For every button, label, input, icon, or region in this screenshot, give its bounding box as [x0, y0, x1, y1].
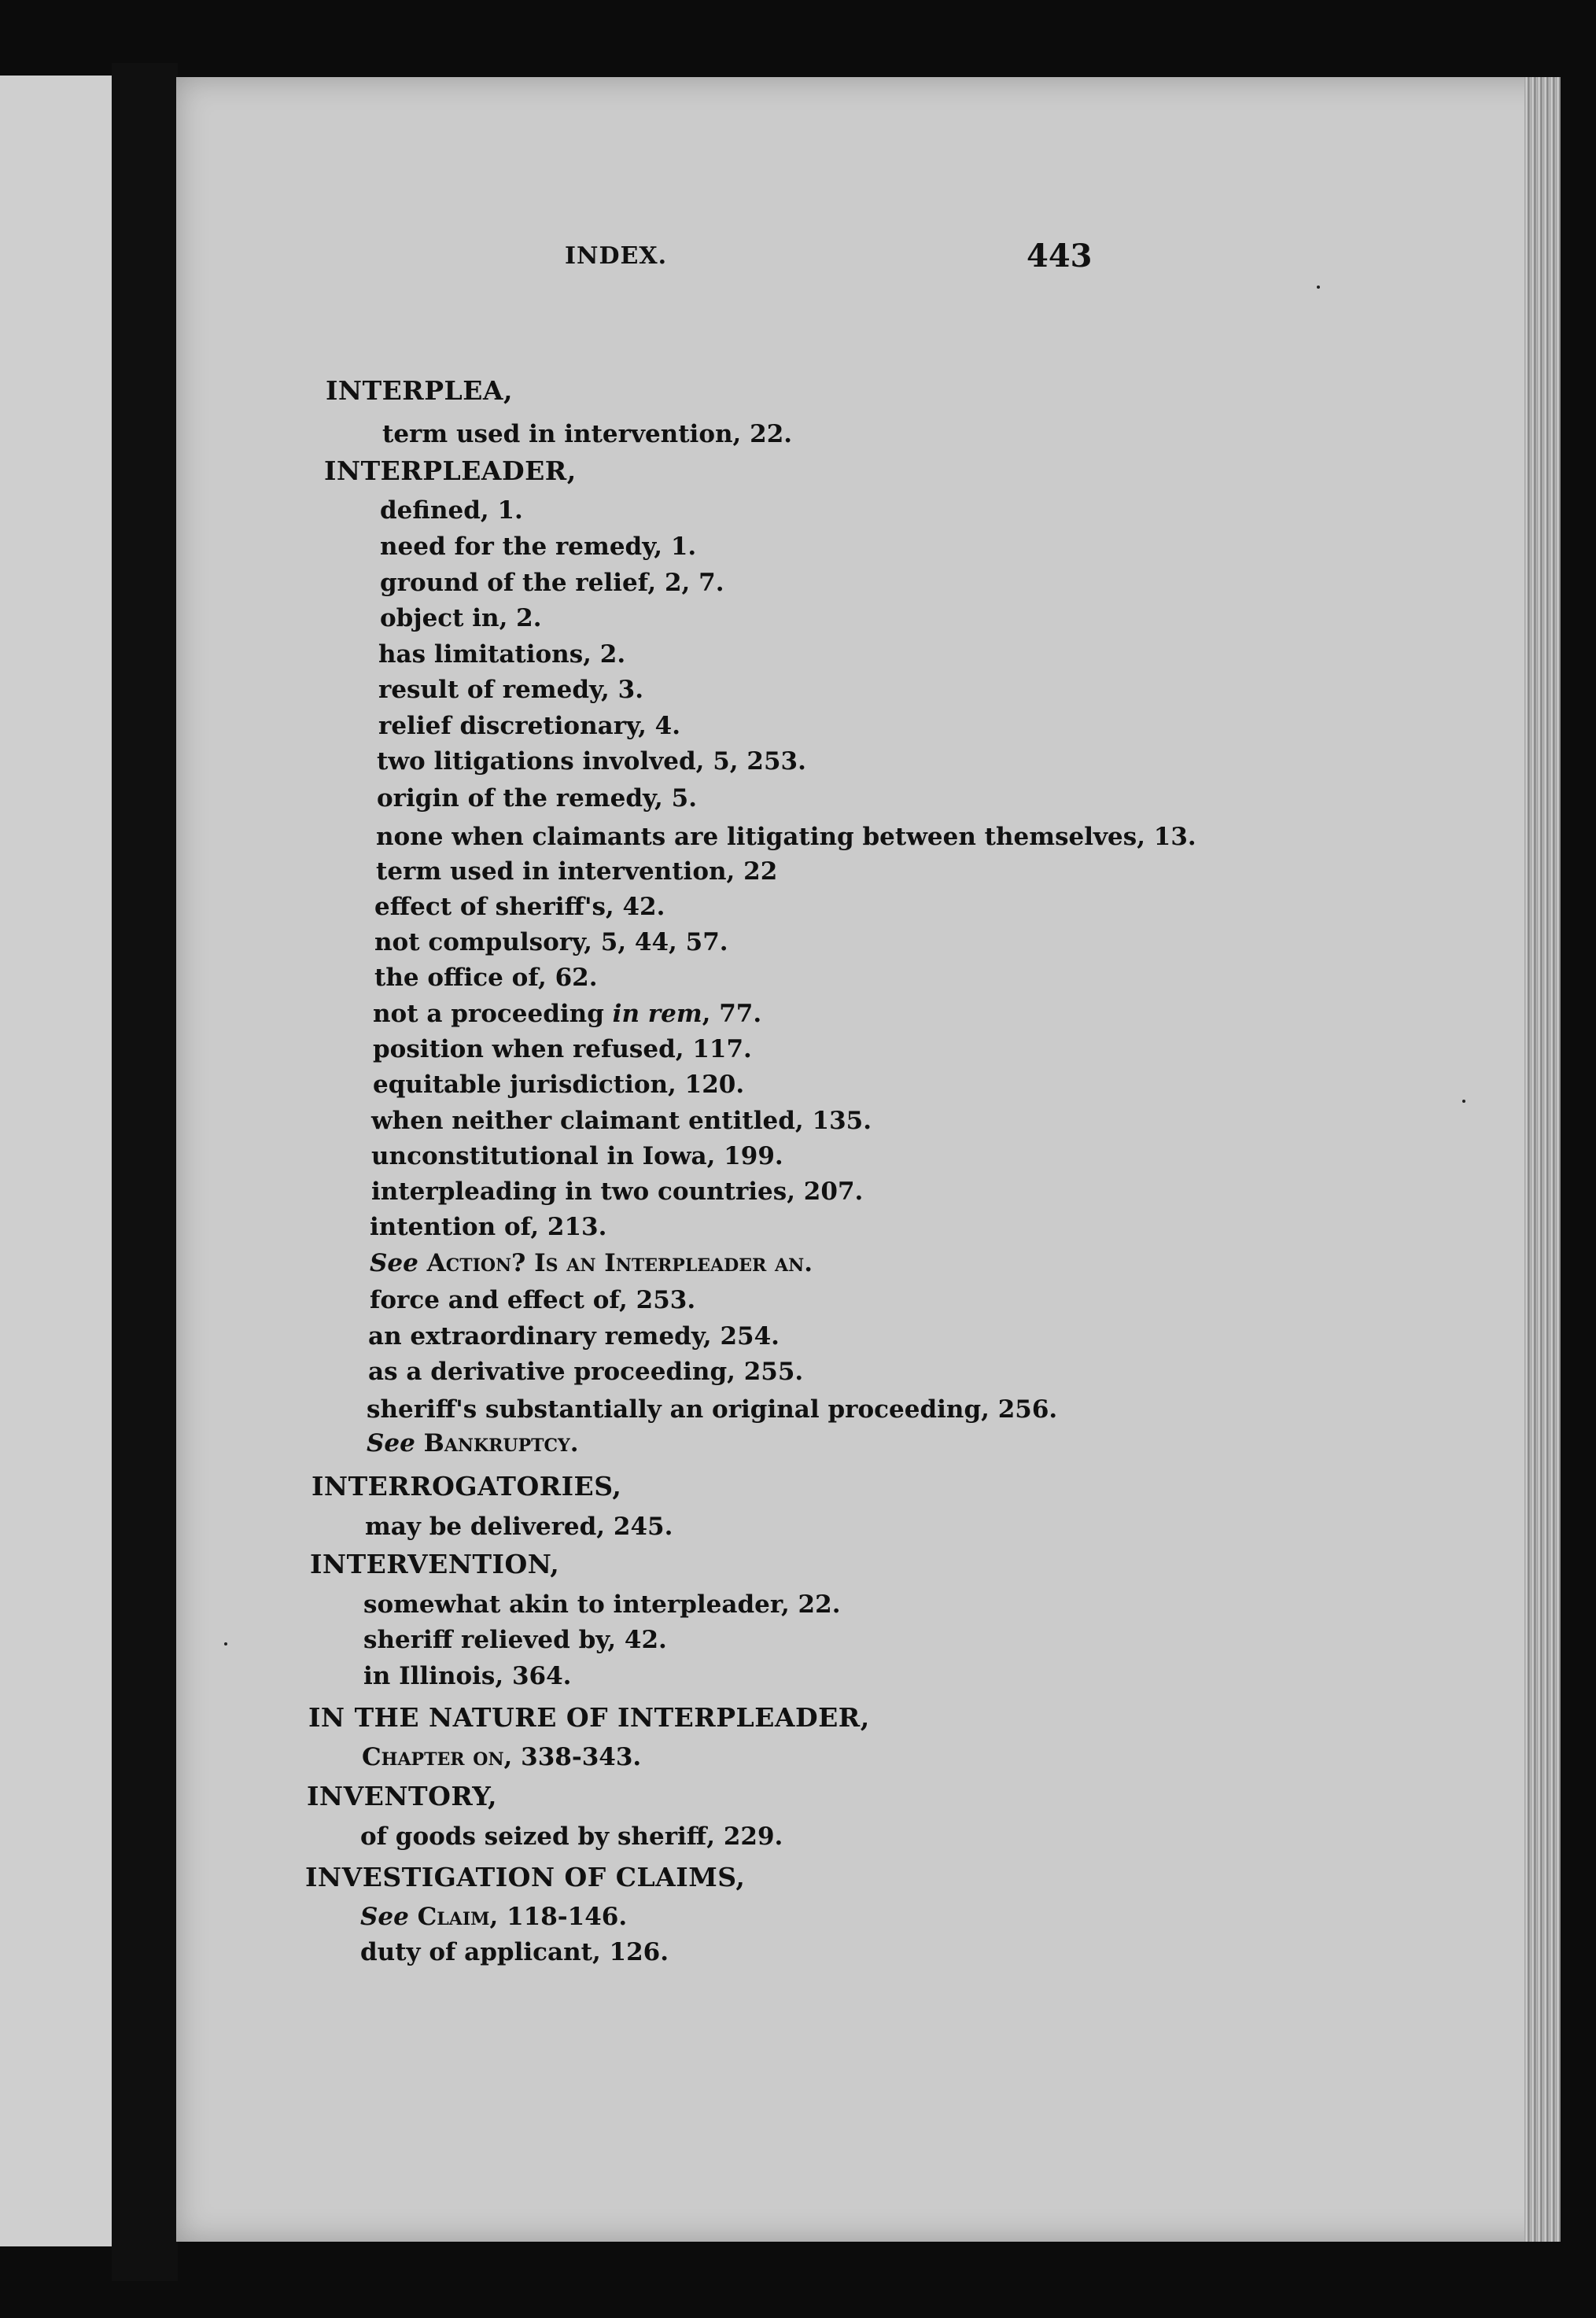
- index-heading: INTERPLEA,: [326, 375, 513, 406]
- see-marker: See: [360, 1903, 409, 1931]
- index-subentry: ground of the relief, 2, 7.: [380, 569, 724, 597]
- index-subentry: somewhat akin to interpleader, 22.: [363, 1590, 841, 1619]
- index-cross-reference: [367, 1429, 579, 1458]
- running-header: INDEX.: [565, 242, 668, 270]
- index-subentry: intention of, 213.: [370, 1213, 607, 1241]
- index-subentry: when neither claimant entitled, 135.: [371, 1107, 872, 1135]
- index-subentry: has limitations, 2.: [378, 640, 626, 669]
- index-subentry: in Illinois, 364.: [363, 1662, 572, 1690]
- index-subentry: as a derivative proceeding, 255.: [368, 1358, 804, 1386]
- index-subentry: origin of the remedy, 5.: [377, 784, 697, 813]
- entry-text: , 77.: [702, 1000, 762, 1028]
- book-gutter: [112, 63, 178, 2281]
- reference-target: Bankruptcy.: [415, 1429, 579, 1458]
- index-subentry: object in, 2.: [380, 604, 542, 632]
- index-subentry: sheriff relieved by, 42.: [363, 1626, 667, 1654]
- index-heading: INTERPLEADER,: [324, 455, 577, 486]
- index-subentry: term used in intervention, 22: [376, 857, 778, 886]
- scan-speck: [224, 1642, 227, 1645]
- index-subentry: defined, 1.: [380, 496, 523, 525]
- page-number: 443: [1027, 238, 1093, 275]
- index-subentry: unconstitutional in Iowa, 199.: [371, 1142, 783, 1170]
- index-subentry: result of remedy, 3.: [378, 676, 643, 704]
- latin-term: in rem: [612, 1000, 702, 1028]
- index-subentry: sheriff's substantially an original proceeding, 256.: [367, 1395, 1058, 1424]
- see-marker: See: [367, 1429, 415, 1458]
- reference-target: Action? Is an Interpleader an.: [418, 1249, 813, 1277]
- index-subentry: the office of, 62.: [374, 964, 598, 992]
- page-edge-stack: [1524, 77, 1561, 2242]
- index-subentry: equitable jurisdiction, 120.: [373, 1071, 745, 1099]
- index-subentry: Chapter on, 338-343.: [362, 1743, 642, 1771]
- index-heading: INVENTORY,: [307, 1781, 498, 1811]
- index-subentry: an extraordinary remedy, 254.: [368, 1322, 780, 1351]
- index-subentry: effect of sheriff's, 42.: [374, 893, 665, 921]
- index-subentry: term used in intervention, 22.: [382, 420, 793, 448]
- index-subentry: none when claimants are litigating between themselves, 13.: [376, 823, 1196, 851]
- scan-speck: [1317, 286, 1320, 289]
- index-subentry: [373, 1002, 761, 1026]
- index-cross-reference: [370, 1251, 813, 1276]
- left-page-edge: [0, 76, 112, 2246]
- index-subentry: may be delivered, 245.: [365, 1513, 673, 1541]
- index-subentry: not compulsory, 5, 44, 57.: [374, 928, 728, 956]
- index-subentry: interpleading in two countries, 207.: [371, 1177, 864, 1206]
- see-marker: See: [370, 1249, 418, 1277]
- index-subentry: force and effect of, 253.: [370, 1286, 696, 1314]
- index-heading: INTERROGATORIES,: [311, 1471, 622, 1502]
- index-heading: IN THE NATURE OF INTERPLEADER,: [308, 1702, 870, 1733]
- index-subentry: relief discretionary, 4.: [378, 712, 681, 740]
- index-subentry: position when refused, 117.: [373, 1035, 752, 1063]
- scan-speck: [1462, 1100, 1465, 1103]
- index-subentry: of goods seized by sheriff, 229.: [360, 1822, 783, 1851]
- index-subentry: need for the remedy, 1.: [380, 533, 697, 561]
- index-cross-reference: [360, 1905, 627, 1929]
- index-heading: INTERVENTION,: [310, 1549, 560, 1579]
- index-heading: INVESTIGATION OF CLAIMS,: [305, 1862, 746, 1892]
- reference-target: Claim, 118-146.: [408, 1903, 628, 1931]
- index-subentry: duty of applicant, 126.: [360, 1938, 669, 1966]
- index-subentry: two litigations involved, 5, 253.: [377, 747, 806, 776]
- entry-text: not a proceeding: [373, 1000, 613, 1028]
